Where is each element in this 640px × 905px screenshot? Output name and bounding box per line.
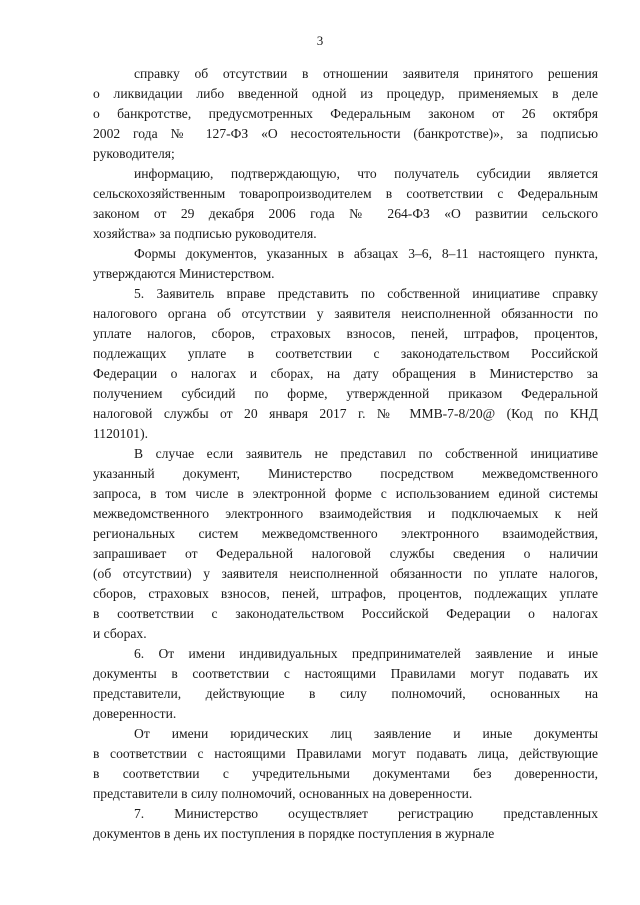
text-line: 5. Заявитель вправе представить по собственной инициативе справку bbox=[134, 286, 598, 301]
text-line: Формы документов, указанных в абзацах 3–6, 8–11 настоящего пункта, bbox=[134, 246, 598, 261]
text-line: хозяйства» за подписью руководителя. bbox=[93, 226, 317, 241]
text-line: утверждаются Министерством. bbox=[93, 266, 275, 281]
paragraph bbox=[93, 244, 598, 284]
text-line: (об отсутствии) у заявителя неисполненной обязанности по уплате налогов, bbox=[93, 566, 598, 581]
paragraph bbox=[93, 444, 598, 644]
text-line: документов в день их поступления в порядке поступления в журнале bbox=[93, 826, 495, 841]
text-line: 2002 года № 127-ФЗ «О несостоятельности (банкротстве)», за подписью bbox=[93, 126, 598, 141]
text-line: представители в силу полномочий, основанных на доверенности. bbox=[93, 786, 473, 801]
paragraph bbox=[93, 644, 598, 724]
text-line: 7. Министерство осуществляет регистрацию представленных bbox=[134, 806, 598, 821]
text-line: От имени юридических лиц заявление и иные документы bbox=[134, 726, 598, 741]
paragraph bbox=[93, 164, 598, 244]
document-body bbox=[93, 64, 598, 844]
text-line: запрашивает от Федеральной налоговой службы сведения о наличии bbox=[93, 546, 598, 561]
text-line: информацию, подтверждающую, что получатель субсидии является bbox=[134, 166, 598, 181]
text-line: межведомственного электронного взаимодействия и подключаемых к ней bbox=[93, 506, 598, 521]
text-line: в соответствии с настоящими Правилами могут подавать лица, действующие bbox=[93, 746, 598, 761]
text-line: о ликвидации либо введенной одной из процедур, применяемых в деле bbox=[93, 86, 598, 101]
text-line: документы в соответствии с настоящими Правилами могут подавать их bbox=[93, 666, 598, 681]
text-line: сельскохозяйственным товаропроизводителем в соответствии с Федеральным bbox=[93, 186, 598, 201]
text-line: доверенности. bbox=[93, 706, 177, 721]
text-line: получением субсидий по форме, утвержденной приказом Федеральной bbox=[93, 386, 598, 401]
text-line: региональных систем межведомственного электронного взаимодействия, bbox=[93, 526, 598, 541]
text-line: налоговой службы от 20 января 2017 г. № ММВ-7-8/20@ (Код по КНД bbox=[93, 406, 598, 421]
text-line: в соответствии с законодательством Российской Федерации о налогах bbox=[93, 606, 598, 621]
text-line: В случае если заявитель не представил по собственной инициативе bbox=[134, 446, 598, 461]
text-line: Федерации о налогах и сборах, на дату обращения в Министерство за bbox=[93, 366, 598, 381]
text-line: налогового органа об отсутствии у заявителя неисполненной обязанности по bbox=[93, 306, 598, 321]
text-line: сборов, страховых взносов, пеней, штрафов, процентов, подлежащих уплате bbox=[93, 586, 598, 601]
page-number: 3 bbox=[316, 33, 324, 48]
text-line: запроса, в том числе в электронной форме с использованием единой системы bbox=[93, 486, 598, 501]
text-line: в соответствии с учредительными документами без доверенности, bbox=[93, 766, 598, 781]
text-line: справку об отсутствии в отношении заявителя принятого решения bbox=[134, 66, 598, 81]
text-line: руководителя; bbox=[93, 146, 175, 161]
text-line: 1120101). bbox=[93, 426, 148, 441]
text-line: подлежащих уплате в соответствии с законодательством Российской bbox=[93, 346, 598, 361]
text-line: указанный документ, Министерство посредством межведомственного bbox=[93, 466, 598, 481]
paragraph bbox=[93, 724, 598, 804]
text-line: законом от 29 декабря 2006 года № 264-ФЗ «О развитии сельского bbox=[93, 206, 598, 221]
text-line: и сборах. bbox=[93, 626, 147, 641]
text-line: 6. От имени индивидуальных предпринимателей заявление и иные bbox=[134, 646, 598, 661]
text-line: представители, действующие в силу полномочий, основанных на bbox=[93, 686, 598, 701]
paragraph bbox=[93, 804, 598, 844]
paragraph bbox=[93, 64, 598, 164]
paragraph bbox=[93, 284, 598, 444]
text-line: о банкротстве, предусмотренных Федеральным законом от 26 октября bbox=[93, 106, 598, 121]
text-line: уплате налогов, сборов, страховых взносов, пеней, штрафов, процентов, bbox=[93, 326, 598, 341]
